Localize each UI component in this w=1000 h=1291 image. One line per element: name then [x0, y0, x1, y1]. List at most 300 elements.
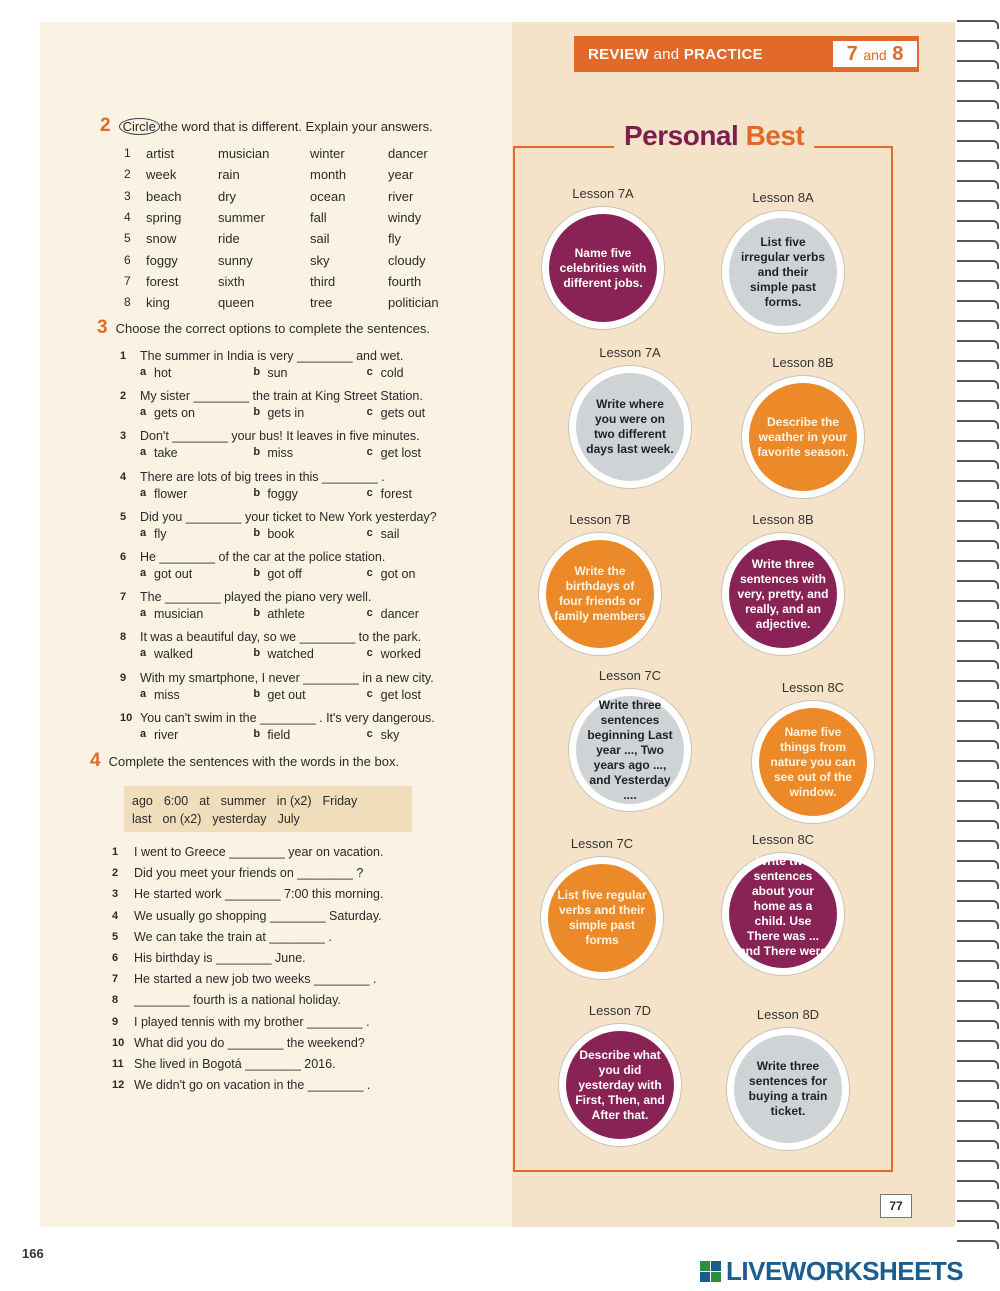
badge-task-text: Write the birthdays of four friends or family members — [546, 540, 654, 648]
badge-task-text: Describe the weather in your favorite season. — [749, 383, 857, 491]
item-number: 1 — [120, 350, 127, 362]
option-letter: c — [366, 446, 373, 459]
badge-ring — [568, 365, 692, 489]
question-text: The ________ played the piano very well. — [140, 590, 372, 605]
item-number: 5 — [120, 510, 127, 523]
option-letter: a — [140, 567, 147, 579]
spiral-coil — [957, 400, 999, 409]
word-option[interactable]: spring — [146, 209, 182, 225]
option-c[interactable] — [367, 366, 480, 380]
liveworksheets-logo: LIVEWORKSHEETS — [700, 1256, 963, 1287]
option-letter: a — [140, 526, 147, 539]
option-a[interactable] — [140, 406, 253, 420]
lesson-label: Lesson 8B — [772, 355, 834, 370]
word-option[interactable]: beach — [146, 188, 182, 204]
spiral-coil — [957, 80, 999, 89]
option-text: sky — [380, 727, 400, 742]
sentence-text: I went to Greece ________ year on vacation. — [134, 845, 384, 859]
item-number: 8 — [120, 631, 127, 644]
item-number: 1 — [112, 846, 119, 858]
option-c[interactable] — [367, 607, 480, 621]
option-letter: c — [366, 406, 373, 419]
question-sentence — [120, 429, 480, 443]
item-number: 3 — [124, 188, 131, 203]
option-text: flower — [154, 486, 188, 501]
option-letter: a — [140, 366, 147, 378]
badge-task-text: Describe what you did yesterday with First, Then, and After that. — [566, 1031, 674, 1139]
item-number: 4 — [120, 470, 127, 483]
question-item — [120, 711, 480, 742]
item-number: 5 — [124, 231, 131, 246]
word-option[interactable]: sixth — [218, 273, 245, 289]
sentence-text: I played tennis with my brother ________ . — [134, 1014, 370, 1029]
option-b[interactable] — [253, 487, 366, 501]
word-row — [124, 210, 472, 230]
spiral-coil — [957, 940, 999, 949]
page-number-right: 77 — [880, 1194, 912, 1218]
word-row — [124, 189, 472, 209]
answer-options — [140, 647, 480, 661]
item-number: 3 — [120, 430, 127, 443]
box-word: at — [199, 794, 210, 808]
lesson-badge[interactable] — [718, 1007, 858, 1157]
word-option[interactable]: cloudy — [388, 252, 426, 268]
spiral-coil — [957, 220, 999, 229]
banner-title: REVIEW and PRACTICE — [588, 45, 763, 63]
word-option[interactable]: week — [146, 167, 177, 183]
spiral-coil — [957, 1200, 999, 1209]
word-option[interactable]: year — [388, 167, 414, 183]
spiral-coil — [957, 960, 999, 969]
box-word: in (x2) — [276, 794, 312, 808]
option-text: got off — [267, 567, 302, 581]
option-c[interactable] — [367, 446, 480, 460]
spiral-coil — [957, 1100, 999, 1109]
word-box — [124, 786, 412, 832]
option-b[interactable] — [253, 647, 366, 661]
word-option[interactable]: sky — [310, 252, 330, 268]
box-word: July — [277, 812, 300, 826]
lesson-badge[interactable] — [713, 832, 853, 982]
option-text: get lost — [380, 687, 421, 702]
word-option[interactable]: artist — [146, 146, 175, 161]
word-row — [124, 167, 472, 187]
lesson-badge[interactable] — [733, 355, 873, 505]
review-practice-banner — [574, 36, 919, 72]
word-option[interactable]: sunny — [218, 252, 253, 268]
question-sentence — [120, 349, 480, 363]
spiral-coil — [957, 1240, 999, 1249]
option-text: miss — [154, 687, 180, 702]
option-text: got on — [380, 567, 416, 581]
word-option[interactable]: fly — [388, 231, 401, 247]
spiral-coil — [957, 1000, 999, 1009]
box-word: on (x2) — [162, 812, 202, 826]
spiral-coil — [957, 780, 999, 789]
badge-task-text: Name five celebrities with different jobs. — [549, 214, 657, 322]
lesson-badge[interactable] — [743, 680, 883, 830]
badge-ring — [540, 856, 664, 980]
box-word: summer — [220, 794, 266, 808]
option-a[interactable] — [140, 487, 253, 501]
sentence-item — [112, 1057, 336, 1071]
option-text: foggy — [267, 486, 298, 501]
badge-task-text: List five regular verbs and their simple past forms — [548, 864, 656, 972]
badge-ring — [721, 210, 845, 334]
option-letter: b — [253, 406, 261, 419]
sentence-text: His birthday is ________ June. — [134, 951, 306, 965]
spiral-coil — [957, 1060, 999, 1069]
item-number: 6 — [112, 952, 119, 964]
question-sentence — [120, 711, 480, 725]
item-number: 10 — [120, 711, 133, 724]
option-a[interactable] — [140, 366, 253, 380]
spiral-coil — [957, 480, 999, 489]
spiral-coil — [957, 920, 999, 929]
sentence-item — [112, 866, 363, 880]
word-box-line-2 — [132, 810, 404, 828]
option-letter: b — [253, 486, 261, 499]
sentence-item — [112, 845, 383, 859]
option-letter: c — [366, 366, 373, 378]
word-option[interactable]: ocean — [310, 188, 346, 204]
spiral-coil — [957, 100, 999, 109]
question-item — [120, 630, 480, 661]
option-letter: a — [140, 406, 147, 419]
option-a[interactable] — [140, 446, 253, 460]
word-option[interactable]: windy — [388, 209, 422, 225]
word-option[interactable]: tree — [310, 295, 333, 311]
badge-task-text: Name five things from nature you can see out of the window. — [759, 708, 867, 816]
word-option[interactable]: king — [146, 295, 170, 311]
spiral-coil — [957, 320, 999, 329]
badge-ring — [726, 1027, 850, 1151]
spiral-coil — [957, 1120, 999, 1129]
sentence-item — [112, 930, 332, 944]
question-sentence — [120, 470, 480, 484]
word-row — [124, 231, 472, 251]
question-text: You can't swim in the ________ . It's very dangerous. — [140, 710, 435, 725]
lesson-label: Lesson 7C — [570, 836, 634, 851]
option-b[interactable] — [253, 527, 366, 541]
word-option[interactable]: summer — [218, 209, 265, 225]
option-text: forest — [380, 486, 412, 501]
item-number: 9 — [112, 1015, 119, 1028]
spiral-coil — [957, 120, 999, 129]
item-number: 6 — [124, 252, 131, 267]
lesson-badge[interactable] — [532, 836, 672, 986]
sentence-item — [112, 993, 341, 1007]
spiral-coil — [957, 980, 999, 989]
word-row — [124, 253, 472, 273]
question-text: There are lots of big trees in this ________ . — [140, 469, 385, 484]
spiral-coil — [957, 20, 999, 29]
badge-ring — [741, 375, 865, 499]
option-letter: b — [253, 567, 261, 579]
word-row — [124, 274, 472, 294]
option-c[interactable] — [367, 406, 480, 420]
sentence-item — [112, 972, 377, 986]
spiral-coil — [957, 840, 999, 849]
option-text: walked — [154, 647, 193, 662]
spiral-coil — [957, 1180, 999, 1189]
option-letter: a — [140, 486, 147, 499]
option-a[interactable] — [140, 567, 253, 581]
option-a[interactable] — [140, 728, 253, 742]
option-b[interactable] — [253, 366, 366, 380]
spiral-coil — [957, 1220, 999, 1229]
spiral-coil — [957, 40, 999, 49]
spiral-coil — [957, 620, 999, 629]
item-number: 5 — [112, 930, 119, 943]
item-number: 2 — [112, 867, 119, 880]
option-c[interactable] — [367, 527, 480, 541]
item-number: 7 — [120, 591, 127, 604]
sentence-text: We can take the train at ________ . — [134, 929, 332, 944]
option-b[interactable] — [253, 406, 366, 420]
sentence-text: Did you meet your friends on ________ ? — [134, 866, 364, 881]
option-letter: b — [253, 727, 261, 740]
sentence-item — [112, 887, 383, 901]
box-word: ago — [132, 794, 153, 808]
option-c[interactable] — [367, 567, 480, 581]
option-text: athlete — [267, 607, 305, 622]
lesson-label: Lesson 8C — [781, 680, 845, 695]
spiral-coil — [957, 340, 999, 349]
option-text: musician — [154, 607, 204, 622]
spiral-coil — [957, 460, 999, 469]
word-option[interactable]: queen — [218, 295, 255, 311]
badge-ring — [541, 206, 665, 330]
word-option[interactable]: musician — [218, 146, 270, 161]
option-letter: c — [366, 727, 373, 740]
spiral-coil — [957, 1080, 999, 1089]
word-row — [124, 295, 472, 315]
option-a[interactable] — [140, 688, 253, 702]
lesson-label: Lesson 7C — [598, 668, 662, 683]
option-letter: a — [140, 647, 147, 660]
lesson-label: Lesson 8C — [751, 832, 815, 847]
option-text: sun — [267, 366, 288, 380]
word-row — [124, 146, 472, 166]
box-word: yesterday — [212, 812, 267, 826]
lesson-badge[interactable] — [713, 512, 853, 662]
word-option[interactable]: snow — [146, 231, 177, 247]
badge-task-text: Write three sentences with very, pretty, and really, and an adjective. — [729, 540, 837, 648]
spiral-coil — [957, 720, 999, 729]
item-number: 12 — [112, 1079, 125, 1092]
option-letter: c — [366, 607, 373, 620]
exercise-3-heading: 3 Choose the correct options to complete the sentences. — [97, 317, 430, 338]
option-letter: c — [366, 526, 373, 539]
option-letter: b — [253, 687, 261, 700]
sentence-item — [112, 909, 382, 923]
option-b[interactable] — [253, 446, 366, 460]
spiral-coil — [957, 760, 999, 769]
liveworksheets-icon — [700, 1261, 722, 1283]
question-text: My sister ________ the train at King Street Station. — [140, 389, 423, 404]
option-c[interactable] — [367, 487, 480, 501]
word-option[interactable]: third — [310, 273, 336, 289]
answer-options — [140, 728, 480, 742]
page-number-left: 166 — [22, 1246, 44, 1261]
option-b[interactable] — [253, 728, 366, 742]
box-word: last — [132, 812, 152, 826]
question-item — [120, 349, 480, 380]
option-letter: a — [140, 727, 147, 740]
item-number: 9 — [120, 671, 127, 684]
option-letter: b — [253, 647, 261, 660]
option-text: river — [154, 727, 179, 742]
spiral-coil — [957, 540, 999, 549]
spiral-binding — [955, 20, 1000, 1260]
option-letter: c — [366, 567, 373, 579]
word-option[interactable]: fourth — [388, 273, 422, 289]
spiral-coil — [957, 360, 999, 369]
sentence-text: What did you do ________ the weekend? — [134, 1035, 365, 1050]
option-a[interactable] — [140, 607, 253, 621]
spiral-coil — [957, 640, 999, 649]
spiral-coil — [957, 560, 999, 569]
option-text: get out — [267, 687, 306, 702]
item-number: 8 — [124, 295, 131, 310]
exercise-2-heading: 2 Circle the word that is different. Explain your answers. — [100, 115, 433, 136]
lesson-badge[interactable] — [550, 1003, 690, 1153]
option-text: miss — [267, 446, 294, 461]
option-c[interactable] — [367, 728, 480, 742]
word-option[interactable]: dry — [218, 188, 237, 204]
spiral-coil — [957, 520, 999, 529]
lesson-badge[interactable] — [533, 186, 673, 336]
word-option[interactable]: ride — [218, 231, 240, 247]
sentence-text: We usually go shopping ________ Saturday. — [134, 908, 382, 923]
badge-task-text: Write three sentences beginning Last year ..., Two years ago ..., and Yesterday .... — [576, 696, 684, 804]
badge-task-text: Write two sentences about your home as a child. Use There was ... and There were .... — [729, 860, 837, 968]
lesson-badge[interactable] — [560, 668, 700, 818]
spiral-coil — [957, 1140, 999, 1149]
option-c[interactable] — [367, 688, 480, 702]
option-letter: b — [253, 366, 261, 378]
item-number: 6 — [120, 551, 127, 563]
spiral-coil — [957, 60, 999, 69]
lesson-badge[interactable] — [560, 345, 700, 495]
spiral-coil — [957, 180, 999, 189]
question-text: With my smartphone, I never ________ in a new city. — [140, 670, 434, 685]
spiral-coil — [957, 900, 999, 909]
option-c[interactable] — [367, 647, 480, 661]
spiral-coil — [957, 280, 999, 289]
question-sentence — [120, 510, 480, 524]
question-text: Did you ________ your ticket to New York yesterday? — [140, 509, 437, 524]
word-option[interactable]: river — [388, 188, 414, 204]
word-option[interactable]: fall — [310, 209, 327, 225]
question-item — [120, 550, 480, 581]
lesson-badge[interactable] — [530, 512, 670, 662]
option-b[interactable] — [253, 688, 366, 702]
item-number: 2 — [124, 167, 131, 182]
answer-options — [140, 527, 480, 541]
badge-task-text: Write three sentences for buying a train ticket. — [734, 1035, 842, 1143]
option-b[interactable] — [253, 607, 366, 621]
option-text: watched — [267, 647, 314, 662]
item-number: 7 — [124, 273, 131, 288]
option-a[interactable] — [140, 647, 253, 661]
question-item — [120, 671, 480, 702]
option-text: cold — [380, 366, 404, 380]
word-option[interactable]: forest — [146, 273, 179, 289]
option-text: sail — [380, 526, 400, 541]
option-letter: b — [253, 607, 261, 620]
spiral-coil — [957, 380, 999, 389]
spiral-coil — [957, 740, 999, 749]
badge-ring — [538, 532, 662, 656]
question-item — [120, 470, 480, 501]
question-item — [120, 389, 480, 420]
spiral-coil — [957, 1160, 999, 1169]
option-b[interactable] — [253, 567, 366, 581]
question-item — [120, 510, 480, 541]
lesson-label: Lesson 8B — [752, 512, 814, 527]
word-option[interactable]: politician — [388, 295, 439, 311]
answer-options — [140, 366, 480, 380]
lesson-label: Lesson 7D — [588, 1003, 652, 1018]
sentence-text: He started a new job two weeks ________ . — [134, 972, 377, 987]
personal-best-title: Personal Best — [614, 120, 814, 152]
word-option[interactable]: sail — [310, 231, 330, 247]
badge-ring — [568, 688, 692, 812]
spiral-coil — [957, 200, 999, 209]
word-option[interactable]: dancer — [388, 146, 428, 161]
option-a[interactable] — [140, 527, 253, 541]
lesson-label: Lesson 7A — [572, 186, 634, 201]
question-sentence — [120, 630, 480, 644]
question-sentence — [120, 590, 480, 604]
lesson-badge[interactable] — [713, 190, 853, 340]
box-word: Friday — [322, 794, 358, 808]
option-text: worked — [380, 647, 421, 662]
word-option[interactable]: month — [310, 167, 347, 183]
item-number: 10 — [112, 1036, 125, 1049]
item-number: 11 — [112, 1058, 124, 1070]
answer-options — [140, 446, 480, 460]
answer-options — [140, 487, 480, 501]
option-letter: a — [140, 607, 147, 620]
spiral-coil — [957, 160, 999, 169]
box-word: 6:00 — [163, 794, 189, 808]
question-text: Don't ________ your bus! It leaves in five minutes. — [140, 429, 420, 444]
spiral-coil — [957, 1020, 999, 1029]
option-text: take — [154, 446, 178, 461]
word-option[interactable]: foggy — [146, 252, 178, 268]
badge-ring — [721, 532, 845, 656]
answer-options — [140, 688, 480, 702]
spiral-coil — [957, 260, 999, 269]
units-badge: 7 and 8 — [831, 39, 919, 69]
item-number: 4 — [112, 909, 119, 922]
sentence-item — [112, 1036, 365, 1050]
word-option[interactable]: winter — [310, 146, 345, 161]
answer-options — [140, 607, 480, 621]
option-letter: c — [366, 687, 373, 700]
spiral-coil — [957, 660, 999, 669]
option-text: fly — [154, 526, 167, 541]
item-number: 2 — [120, 390, 127, 403]
answer-options — [140, 567, 480, 581]
word-option[interactable]: rain — [218, 167, 240, 183]
lesson-label: Lesson 8D — [756, 1007, 820, 1022]
option-letter: c — [366, 486, 373, 499]
spiral-coil — [957, 820, 999, 829]
